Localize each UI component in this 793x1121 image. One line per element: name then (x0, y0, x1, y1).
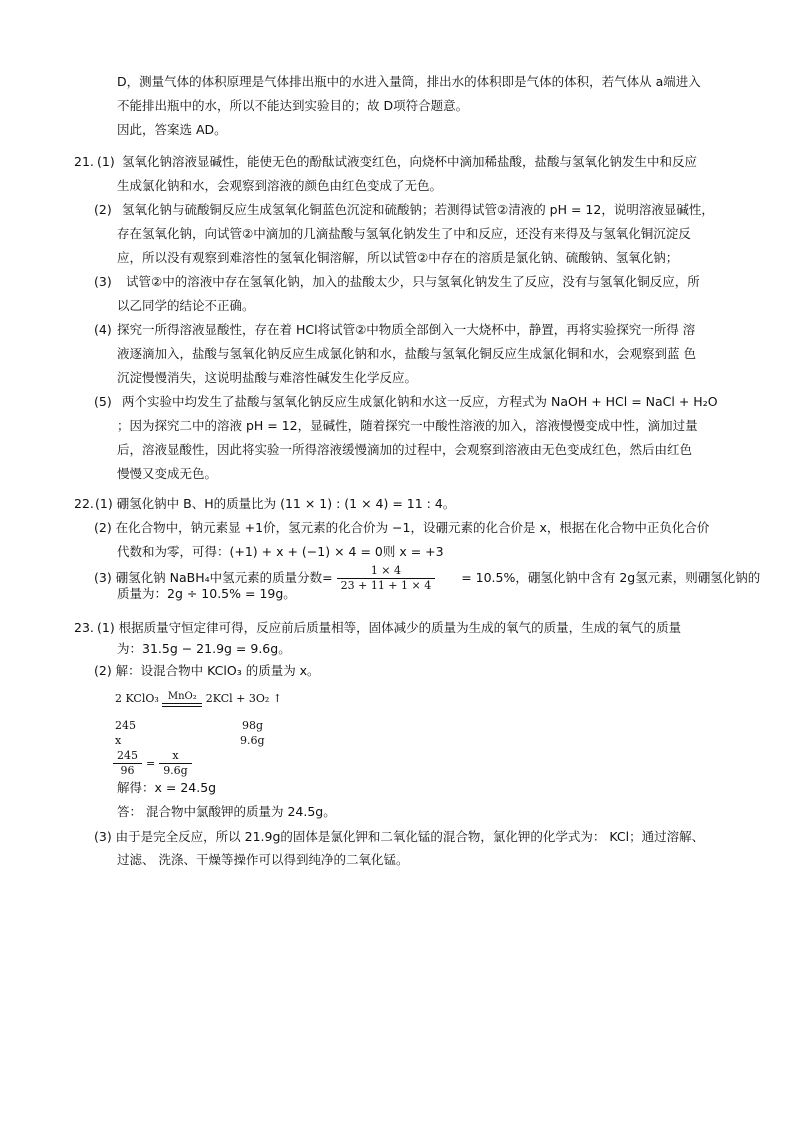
q21-p4-label: (4) (94, 322, 112, 337)
q23-p1-line-2: 为：31.5g − 21.9g = 9.6g。 (117, 641, 291, 656)
q23-number: 23. (74, 620, 94, 635)
q21-p5-line-1: 两个实验中均发生了盐酸与氢氧化钠反应生成氯化钠和水这一反应，方程式为 NaOH + HCl = NaCl + H₂O (122, 394, 718, 409)
q20-line-2: 不能排出瓶中的水，所以不能达到实验目的；故 D项符合题意。 (117, 98, 469, 113)
q22-p2-line-1: (2) 在化合物中，钠元素显 +1价，氢元素的化合价为 −1，设硼元素的化合价是 x，根据在化合物中正负化合价 (94, 520, 710, 535)
q23-ratio-left-1: 245 (115, 719, 136, 732)
q23-ratio-right-1: 98g (242, 719, 264, 732)
q22-number: 22. (74, 496, 94, 511)
q22-mass-fraction (337, 564, 436, 593)
q23-eq-catalyst: MnO₂ (167, 691, 197, 702)
q21-p3-label: (3) (94, 274, 112, 289)
q23-ratio-left-2: x (115, 734, 122, 747)
q21-p1-line-1: 氢氧化钠溶液显碱性，能使无色的酚酞试液变红色，向烧杯中滴加稀盐酸，盐酸与氢氧化钠发生中和反应 (122, 154, 698, 169)
q22-p3-suffix: = 10.5%，硼氢化钠中含有 2g氢元素，则硼氢化钠的 (461, 570, 761, 585)
q23-p3-line-2: 过滤、 洗涤、干燥等操作可以得到纯净的二氧化锰。 (117, 852, 409, 867)
q23-p2-line-1: (2) 解：设混合物中 KClO₃ 的质量为 x。 (94, 663, 320, 678)
q21-p5-label: (5) (94, 394, 112, 409)
q22-p2-line-2: 代数和为零，可得：(+1) + x + (−1) × 4 = 0则 x = +3 (117, 544, 444, 559)
q23-chemical-equation (115, 684, 282, 714)
q20-line-1: D，测量气体的体积原理是气体排出瓶中的水进入量筒，排出水的体积即是气体的体积，若气体从 a端进入 (117, 74, 701, 89)
q22-p3-prefix: (3) 硼氢化钠 NaBH₄中氢元素的质量分数= (94, 570, 333, 585)
q23-proportion-right-den: 9.6g (163, 764, 188, 777)
q22-p3-line-2: 质量为：2g ÷ 10.5% = 19g。 (117, 586, 296, 601)
q21-p3-line-2: 以乙同学的结论不正确。 (117, 298, 255, 313)
q23-proportion-left-num: 245 (113, 749, 142, 764)
q23-p1-line-1: (1) 根据质量守恒定律可得，反应前后质量相等，固体减少的质量为生成的氧气的质量，生成的氧气的质量 (97, 620, 682, 635)
q21-p5-line-3: 后，溶液显酸性，因此将实验一所得溶液缓慢滴加的过程中，会观察到溶液由无色变成红色，然后由红色 (117, 442, 693, 457)
q21-p2-label: (2) (94, 202, 112, 217)
q21-number: 21. (74, 154, 94, 169)
q21-p3-line-1: 试管②中的溶液中存在氢氧化钠，加入的盐酸太少，只与氢氧化钠发生了反应，没有与氢氧化铜反应，所 (126, 274, 700, 289)
q22-p1: (1) 硼氢化钠中 B、H的质量比为 (11 × 1) : (1 × 4) = 11 : 4。 (95, 496, 456, 511)
q23-eq-arrow (162, 691, 202, 707)
q21-p2-line-3: 应，所以没有观察到难溶性的氢氧化铜溶解，所以试管②中存在的溶质是氯化钠、硫酸钠、氢氧化钠； (117, 250, 679, 265)
q22-fraction-denominator: 23 + 11 + 1 × 4 (340, 579, 432, 592)
q21-p2-line-2: 存在氢氧化钠，向试管②中滴加的几滴盐酸与氢氧化钠发生了中和反应，还没有来得及与氢氧化铜沉淀反 (117, 226, 691, 241)
q21-p1-line-2: 生成氯化钠和水，会观察到溶液的颜色由红色变成了无色。 (117, 178, 443, 193)
q23-proportion-right-num: x (159, 749, 192, 764)
q21-p5-line-2: ；因为探究二中的溶液 pH = 12，显碱性，随着探究一中酸性溶液的加入，溶液慢慢变成中性，滴加过量 (117, 418, 698, 433)
q23-proportion (113, 748, 192, 778)
q23-proportion-left-den: 96 (120, 764, 135, 777)
q23-answer: 答： 混合物中氯酸钾的质量为 24.5g。 (117, 804, 336, 819)
q23-proportion-right (159, 749, 192, 778)
q21-p2-line-1: 氢氧化钠与硫酸铜反应生成氢氧化铜蓝色沉淀和硫酸钠；若测得试管②清液的 pH = 12，说明溶液显碱性， (122, 202, 714, 217)
q22-fraction-numerator: 1 × 4 (337, 564, 436, 579)
q21-p4-line-2: 液逐滴加入，盐酸与氢氧化钠反应生成氯化钠和水，盐酸与氢氧化铜反应生成氯化铜和水，会观察到蓝 色 (117, 346, 696, 361)
q21-p1-label: (1) (97, 154, 115, 169)
q21-p4-line-1: 探究一所得溶液显酸性，存在着 HCl将试管②中物质全部倒入一大烧杯中，静置，再将实验探究一所得 溶 (117, 322, 696, 337)
q23-ratio-right-2: 9.6g (240, 734, 265, 747)
q21-p5-line-4: 慢慢又变成无色。 (117, 466, 218, 481)
q23-eq-products: 2KCl + 3O₂ ↑ (205, 692, 282, 705)
q20-answer: 因此，答案选 AD。 (117, 122, 227, 137)
q21-p4-line-3: 沉淀慢慢消失，这说明盐酸与难溶性碱发生化学反应。 (117, 370, 418, 385)
q23-eq-reactant: 2 KClO₃ (115, 692, 159, 705)
q23-proportion-equals: = (145, 757, 156, 770)
q23-solve: 解得：x = 24.5g (117, 780, 217, 795)
q23-proportion-left (113, 749, 142, 778)
q23-p3-line-1: (3) 由于是完全反应，所以 21.9g的固体是氯化钾和二氧化锰的混合物，氯化钾的化学式为： KCl；通过溶解、 (94, 829, 705, 844)
